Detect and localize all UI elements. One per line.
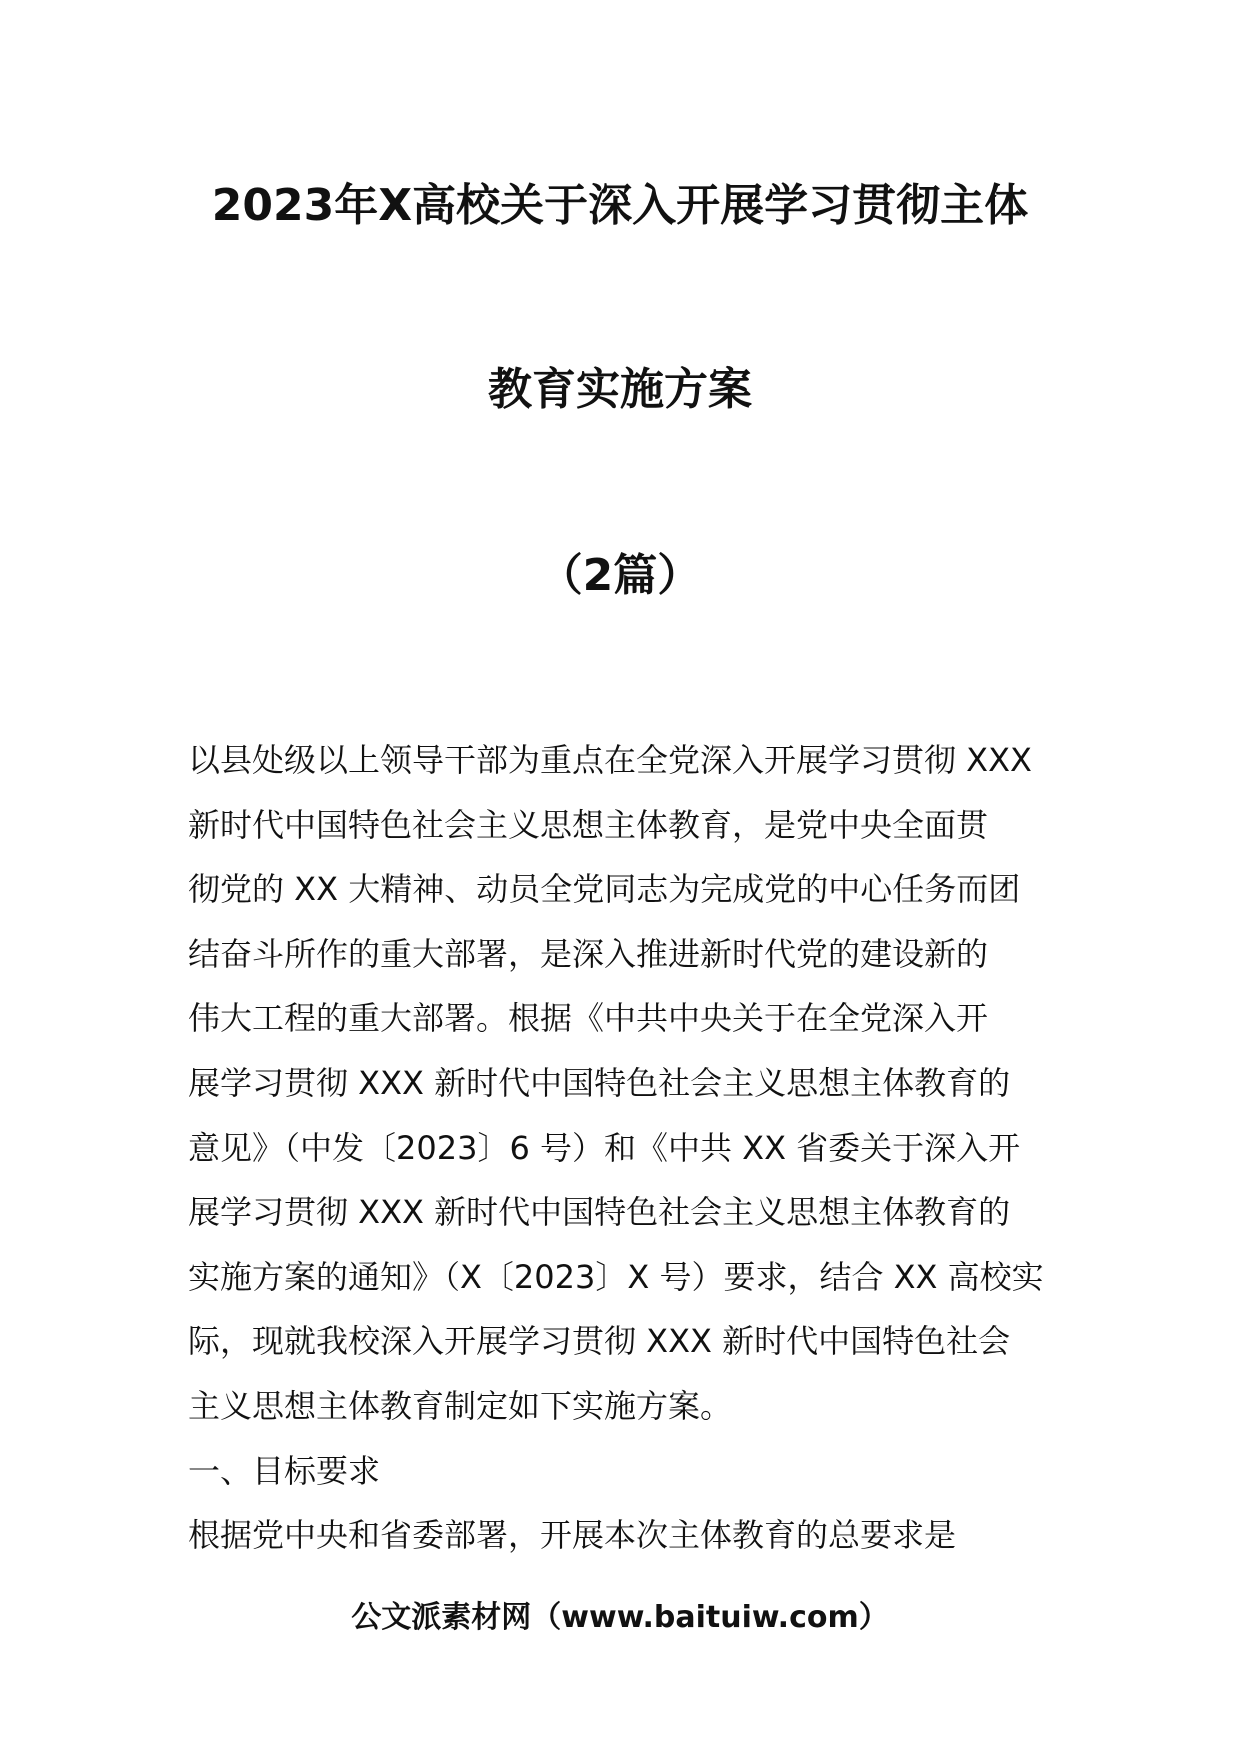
- body-line: 际，现就我校深入开展学习贯彻 XXX 新时代中国特色社会: [188, 1322, 1011, 1361]
- body-line: 展学习贯彻 XXX 新时代中国特色社会主义思想主体教育的: [188, 1193, 1011, 1232]
- document-subtitle: （2篇）: [538, 550, 702, 601]
- section-heading: 一、目标要求: [188, 1451, 381, 1490]
- body-line: 主义思想主体教育制定如下实施方案。: [188, 1386, 733, 1425]
- body-line: 新时代中国特色社会主义思想主体教育，是党中央全面贯: [188, 805, 989, 844]
- body-line: 实施方案的通知》（X〔2023〕X 号）要求，结合 XX 高校实: [188, 1257, 1044, 1296]
- body-line: 伟大工程的重大部署。根据《中共中央关于在全党深入开: [188, 999, 989, 1038]
- page-footer: 公文派素材网（www.baituiw.com）: [351, 1600, 889, 1635]
- document-title-line-1: 2023年X高校关于深入开展学习贯彻主体: [211, 180, 1029, 231]
- body-line: 意见》（中发〔2023〕6 号）和《中共 XX 省委关于深入开: [188, 1128, 1021, 1167]
- body-line: 彻党的 XX 大精神、动员全党同志为完成党的中心任务而团: [188, 870, 1021, 909]
- body-line: 结奋斗所作的重大部署，是深入推进新时代党的建设新的: [188, 934, 989, 973]
- body-line: 展学习贯彻 XXX 新时代中国特色社会主义思想主体教育的: [188, 1063, 1011, 1102]
- document-title-line-2: 教育实施方案: [488, 364, 752, 415]
- body-line: 以县处级以上领导干部为重点在全党深入开展学习贯彻 XXX: [188, 741, 1032, 779]
- document-body: [188, 728, 1058, 1568]
- body-line: 根据党中央和省委部署，开展本次主体教育的总要求是: [188, 1516, 957, 1555]
